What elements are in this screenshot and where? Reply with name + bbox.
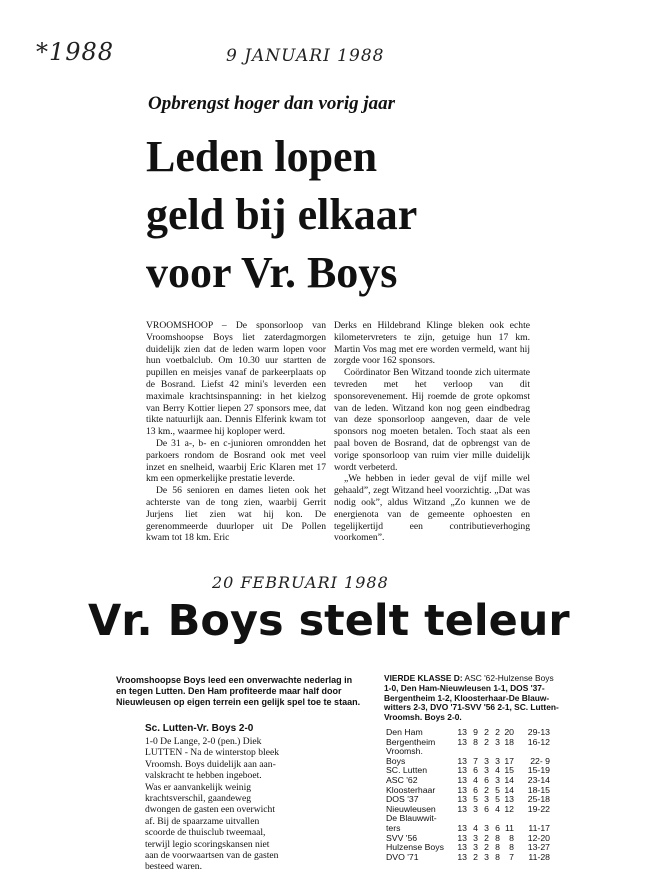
standings-cell-goals: 18-15 [527,784,550,795]
article1-headline [146,128,586,302]
match-report-body [145,736,343,873]
paragraph: „We hebben in ieder geval de vijf mille wel gehaald”, zegt Witzand heel voorzichtig. „Dat was nodig ook”, aldus Witzand „Zo kunnen we de energienota van de gemeente ophoesten en tegelijkertijd een contributieverhoging voorkomen”. [334,473,530,544]
standings-cell-goals: 11-28 [528,851,550,862]
standings-cell-pts: 8 [509,832,514,843]
standings-cell-w: 3 [473,842,478,853]
standings-cell-team: Bergentheim [386,737,436,747]
standings-cell-l: 8 [495,842,500,853]
standings-cell-pts: 20 [504,727,514,737]
results-block [384,674,570,723]
standings-cell-team: Nieuwleusen [386,804,436,814]
standings-cell-l: 3 [495,774,500,785]
standings-cell-pts: 14 [504,784,514,795]
standings-cell-l: 4 [495,803,500,814]
standings-cell-team: De Blauwwit- [386,814,437,824]
standings-cell-pts: 15 [504,765,514,776]
standings-cell-d: 2 [484,784,489,795]
standings-cell-team: Den Ham [386,728,423,737]
standings-cell-team: Kloosterhaar [386,785,436,795]
standings-cell-pts: 12 [504,803,514,814]
match-line: Vroomsh. Boys duidelijk aan aan- [145,758,276,770]
standings-cell-l: 3 [495,755,500,766]
standings-cell-d: 3 [484,794,489,805]
standings-cell-l: 8 [495,832,500,843]
standings-cell-team: Boys [386,756,406,766]
standings-cell-d: 3 [484,755,489,766]
standings-cell-p: 13 [457,794,467,805]
lead-line: Vroomshoopse Boys leed een onverwachte nederlag in [116,675,353,685]
results-text: ASC '62-Hulzense Boys [464,673,554,683]
standings-cell-p: 13 [457,822,467,833]
standings-cell-team: SVV '56 [386,833,418,843]
results-line: 1-0, Den Ham-Nieuwleusen 1-1, DOS '37- [384,682,545,693]
standings-cell-p: 13 [457,832,467,843]
standings-cell-goals: 16-12 [527,736,550,747]
standings-cell-p: 13 [457,842,467,853]
lead-line: Nieuwleusen op eigen terrein een gelijk spel toe te staan. [116,697,361,707]
standings-cell-p: 13 [457,736,467,747]
standings-cell-pts: 11 [504,822,514,833]
standings-cell-p: 13 [457,765,467,776]
standings-cell-w: 5 [473,794,478,805]
standings-cell-p: 13 [457,784,467,795]
handwritten-date-article1: 9 JANUARI 1988 [226,46,385,66]
paragraph: De 56 senioren en dames lieten ook het achterste van de tong zien, waarbij Gerrit Jurjens liet zien wat hij kon. De gerenommeerde duurloper uit De Pollen kwam tot 18 km. Eric [146,485,326,544]
match-line: dwongen de gasten een overwicht [145,804,276,816]
standings-cell-w: 3 [473,832,478,843]
standings-cell-pts: 7 [509,851,514,862]
standings-row [386,738,576,748]
results-line: Vroomsh. Boys 2-0. [384,712,462,723]
match-line: krachtsverschil, gaandeweg [145,793,252,805]
paragraph: Derks en Hildebrand Klinge bleken ook echte kilometervreters te zijn, getuige hun 17 km. Martin Vos mag met ere worden vermeld, want hij zorgde voor 162 sponsors. [334,320,530,367]
article1-column-right [334,320,530,544]
standings-cell-p: 13 [457,851,467,862]
handwritten-year-note: *1988 [36,38,115,66]
standings-cell-d: 3 [484,851,489,862]
standings-cell-d: 3 [484,765,489,776]
standings-cell-pts: 8 [509,842,514,853]
standings-row [386,853,576,863]
handwritten-date-article2: 20 FEBRUARI 1988 [212,573,389,592]
article2-lead [116,675,361,708]
results-heading: VIERDE KLASSE D: [384,673,463,683]
standings-cell-w: 7 [473,755,478,766]
results-line: witters 2-3, DVO '71-SVV '56 2-1, SC. Lutten- [384,702,559,713]
standings-cell-pts: 14 [504,774,514,785]
standings-cell-team: DOS '37 [386,795,419,805]
standings-table [386,728,576,862]
article1-kicker: Opbrengst hoger dan vorig jaar [148,93,396,114]
standings-cell-goals: 12-20 [527,832,550,843]
standings-cell-w: 8 [473,736,478,747]
headline-line: geld bij elkaar [146,190,418,239]
standings-cell-d: 2 [484,832,489,843]
standings-cell-l: 6 [495,822,500,833]
standings-cell-goals: 19-22 [527,803,550,814]
standings-cell-d: 3 [484,822,489,833]
standings-cell-team: DVO '71 [386,852,419,862]
standings-cell-team: SC. Lutten [386,766,428,776]
standings-cell-d: 2 [484,842,489,853]
headline-line: voor Vr. Boys [146,248,398,297]
paragraph: VROOMSHOOP – De sponsorloop van Vroomshoopse Boys liet zaterdagmorgen duidelijk zien dat de leden warm lopen voor hun voetbalclub. Om 10.30 uur startten de pupillen en meisjes vanaf de parkeerplaats op de Bosrand. Liefst 42 mini's leverden een maximale krachtsinspanning: in het kielzog van Berry Kottier liepen 27 sponsors mee, dat tikte natuurlijk aan. Dennis Elferink kwam tot 13 km., waarmee hij koploper werd. [146,320,326,438]
standings-cell-team: Hulzense Boys [386,843,444,853]
standings-cell-w: 2 [473,851,478,862]
standings-cell-w: 6 [473,784,478,795]
match-line: valskracht te hebben ingeboet. [145,770,262,782]
match-line: aan de voorwaartsen van de gasten [145,850,279,862]
article1-column-left [146,320,326,544]
standings-cell-l: 2 [495,727,500,737]
standings-cell-goals: 13-27 [527,842,550,853]
standings-cell-goals: 23-14 [527,774,550,785]
standings-cell-w: 6 [473,765,478,776]
standings-cell-p: 13 [457,774,467,785]
standings-cell-l: 4 [495,765,500,776]
standings-cell-goals: 29-13 [527,727,550,737]
match-line: terwijl legio scoringskansen niet [145,838,270,850]
standings-cell-d: 2 [484,727,489,737]
standings-cell-l: 8 [495,851,500,862]
standings-cell-pts: 18 [504,736,514,747]
standings-cell-p: 13 [457,755,467,766]
standings-cell-goals: 15-19 [527,765,550,776]
standings-cell-d: 6 [484,774,489,785]
standings-cell-l: 5 [495,794,500,805]
paragraph: De 31 a-, b- en c-junioren omrondden het parkoers rondom de Bosrand ook met veel inzet en snelheid, waarbij Eric Klaren met 17 km een opmerkelijke prestatie leverde. [146,437,326,485]
match-line: LUTTEN - Na de winterstop bleek [145,747,280,759]
standings-cell-team: ASC '62 [386,775,418,785]
standings-cell-goals: 11-17 [528,822,550,833]
match-line: af. Bij de spaarzame uitvallen [145,815,260,827]
standings-cell-pts: 17 [504,755,514,766]
standings-cell-p: 13 [457,727,467,737]
standings-row [386,805,576,815]
paragraph: Coördinator Ben Witzand toonde zich uitermate tevreden met het verloop van dit sponsorevenement. Hij roemde de grote opkomst van de leden. Witzand kon nog geen eindbedrag van deze sponsorloop aangeven, daar de vele sponsors nog moeten betalen. Toch staat als een paal boven de Bosrand, dat de opbrengst van de vorige sponsorloop van ruim vier mille duidelijk wordt verbeterd. [334,367,530,473]
standings-cell-team: Vroomsh. [386,747,423,757]
match-line: Was er aanvankelijk weinig [145,781,252,793]
standings-cell-l: 3 [495,736,500,747]
match-report-title: Sc. Lutten-Vr. Boys 2-0 [145,723,254,734]
standings-cell-d: 6 [484,803,489,814]
standings-cell-pts: 13 [504,794,514,805]
standings-cell-w: 4 [473,774,478,785]
standings-cell-goals: 25-18 [527,794,550,805]
lead-line: en tegen Lutten. Den Ham profiteerde maar half door [116,686,342,696]
article2-headline: Vr. Boys stelt teleur [88,596,570,646]
standings-cell-d: 2 [484,736,489,747]
standings-cell-team: ters [386,823,401,833]
results-line: Bergentheim 1-2, Kloosterhaar-De Blauw- [384,692,550,703]
standings-cell-w: 4 [473,822,478,833]
standings-cell-p: 13 [457,803,467,814]
match-line: 1-0 De Lange, 2-0 (pen.) Diek [145,736,262,747]
match-line: scoorde de thuisclub tweemaal, [145,827,266,839]
headline-line: Leden lopen [146,132,378,181]
standings-cell-l: 5 [495,784,500,795]
standings-cell-goals: 22- 9 [530,755,550,766]
match-line: besteed waren. [145,861,203,873]
standings-cell-w: 9 [473,727,478,737]
standings-cell-w: 3 [473,803,478,814]
